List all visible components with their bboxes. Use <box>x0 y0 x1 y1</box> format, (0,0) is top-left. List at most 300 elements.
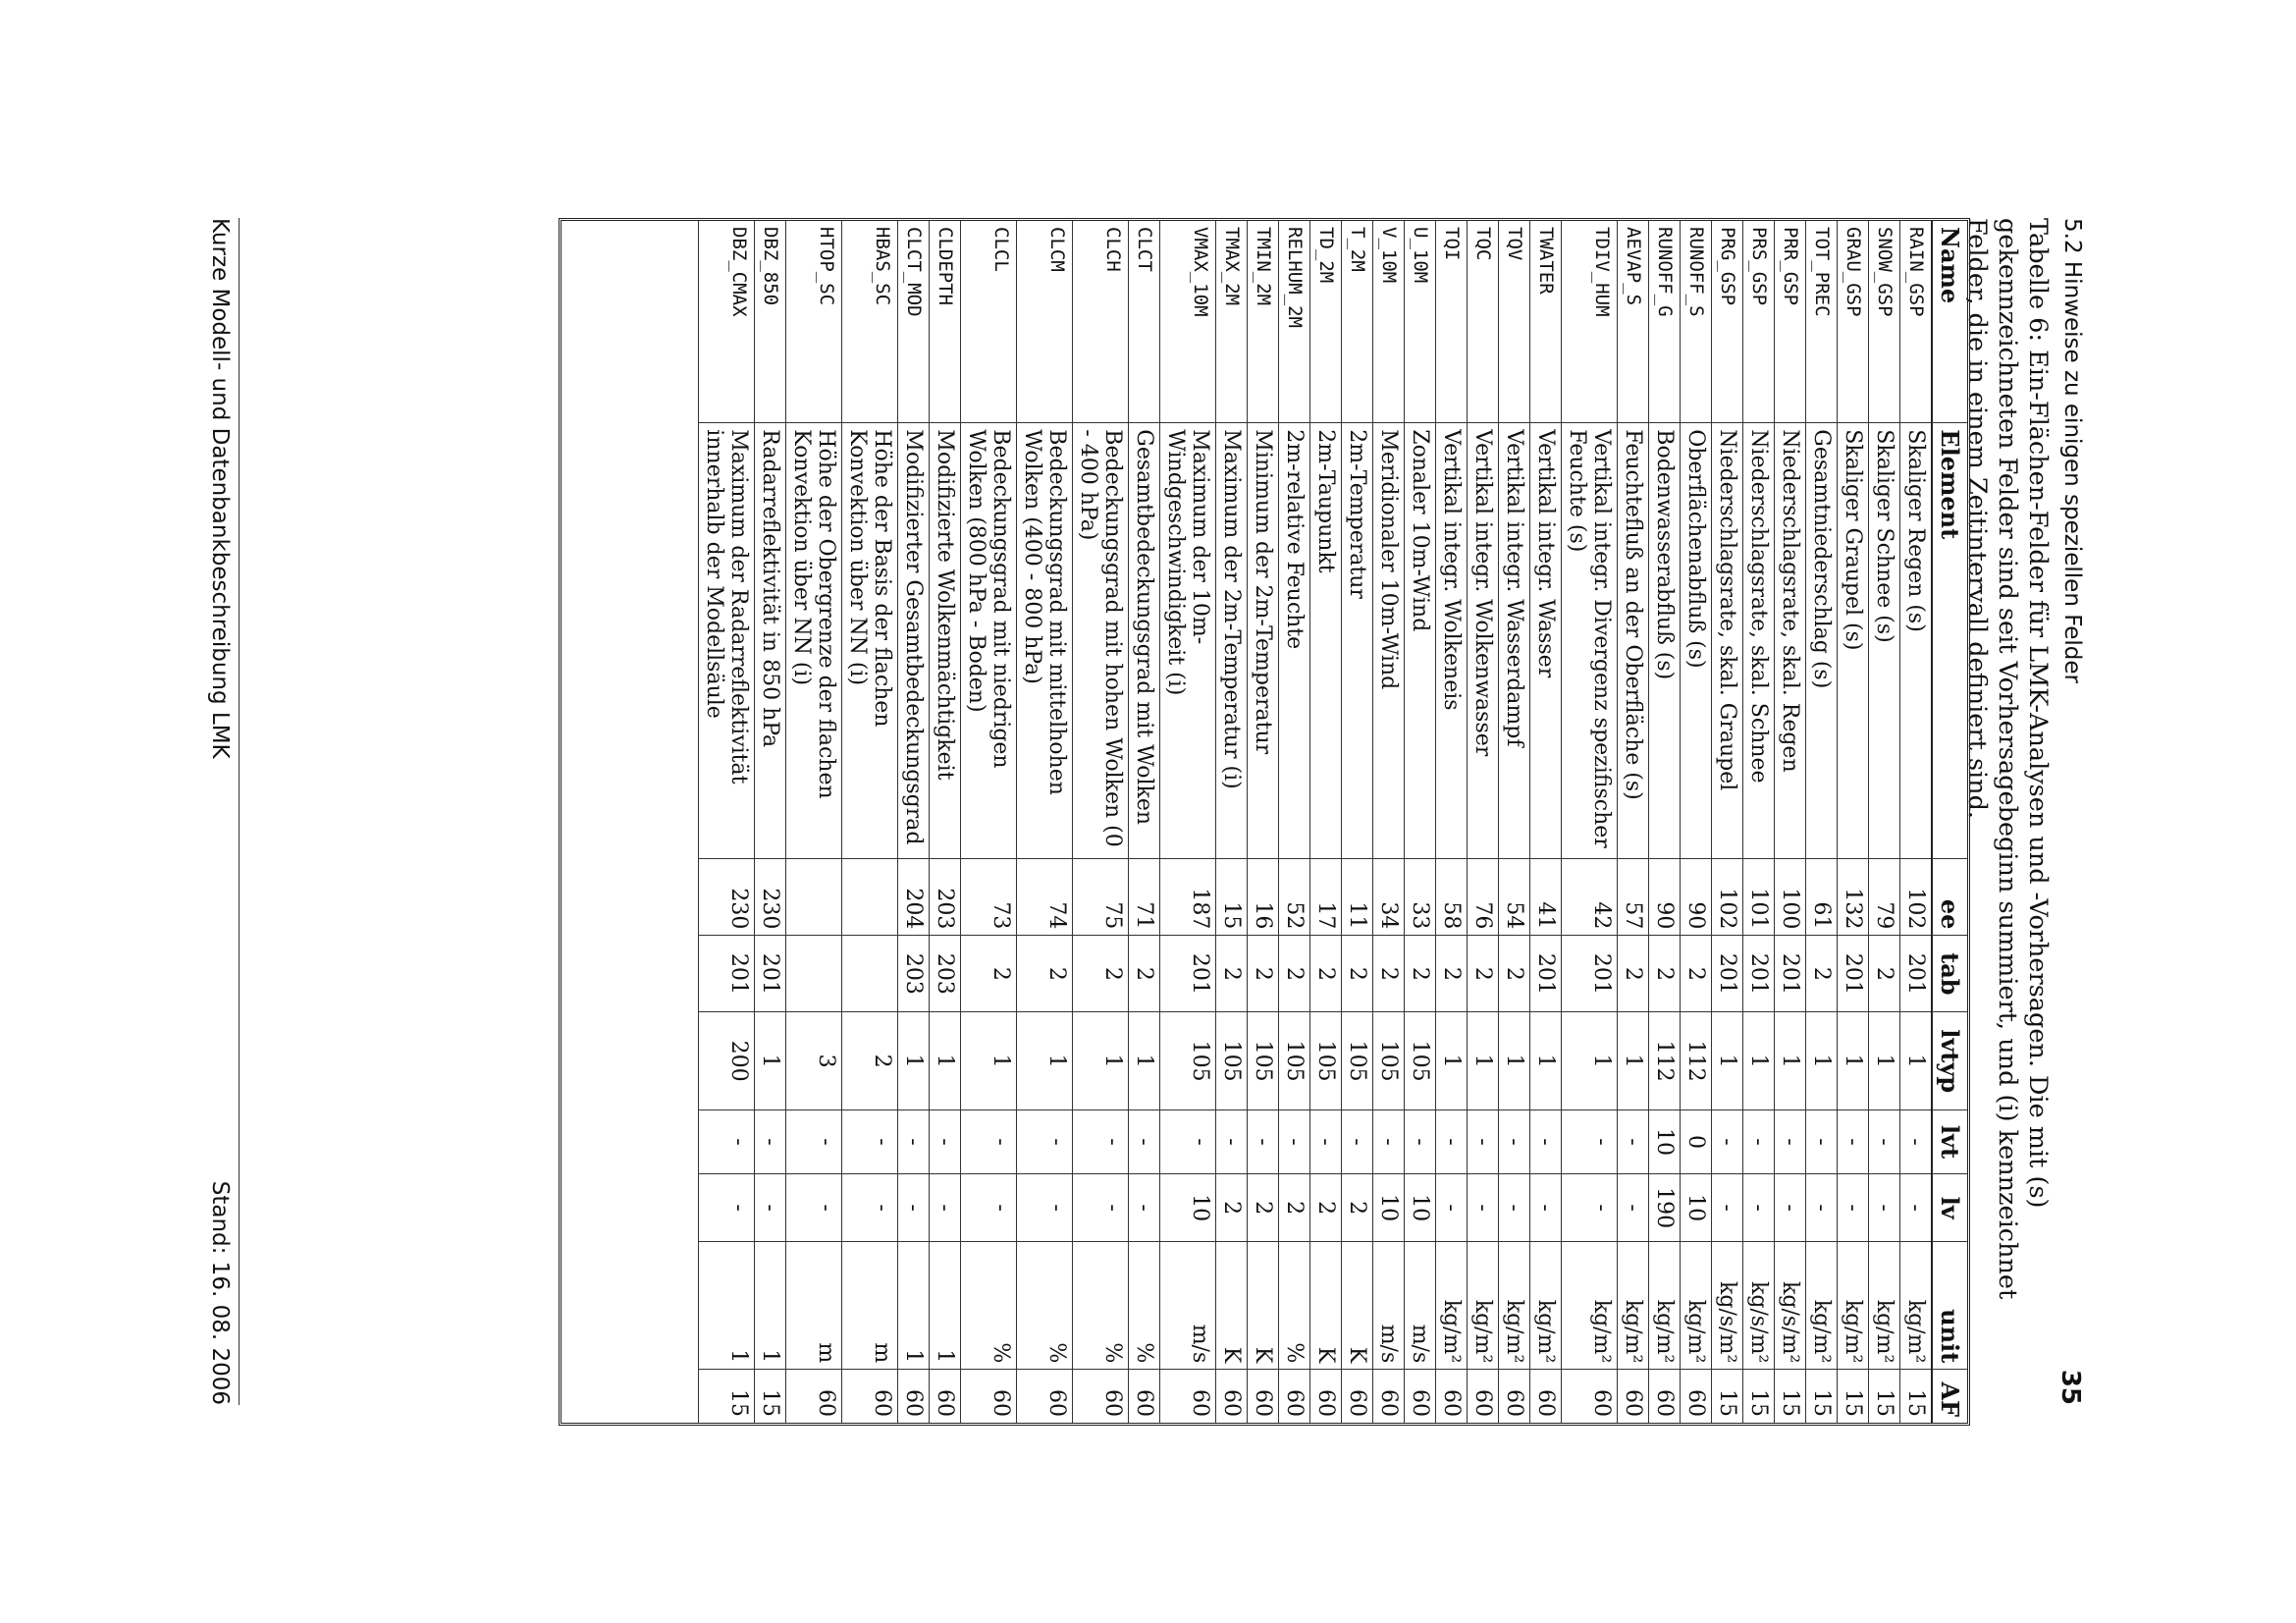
table-cell: - <box>1562 1110 1618 1174</box>
table-cell: 105 <box>1248 1012 1279 1110</box>
table-cell: Bodenwasserabfluß (s) <box>1649 423 1681 859</box>
table-cell: kg/m² <box>1562 1242 1618 1370</box>
table-row <box>786 221 842 1423</box>
table-cell: 187 <box>1160 859 1216 936</box>
table-cell: 2 <box>1373 936 1405 1012</box>
table-cell: 60 <box>1342 1370 1373 1423</box>
table-cell: kg/m² <box>1436 1242 1468 1370</box>
table-cell: 2 <box>1618 936 1649 1012</box>
table-cell: 76 <box>1468 859 1499 936</box>
table-cell: 230 <box>755 859 786 936</box>
column-header: unit <box>1932 1242 1967 1370</box>
table-cell: TD_2M <box>1310 221 1342 423</box>
table-cell: Gesamtniederschlag (s) <box>1806 423 1838 859</box>
table-cell: kg/m² <box>1530 1242 1562 1370</box>
table-cell: - <box>1468 1110 1499 1174</box>
table-cell: - <box>930 1173 961 1241</box>
table-cell: RELHUM_2M <box>1279 221 1310 423</box>
table-cell: - <box>1216 1110 1248 1174</box>
table-cell: 10 <box>1160 1173 1216 1241</box>
table-cell: Skaliger Regen (s) <box>1900 423 1933 859</box>
table-cell: 1 <box>1869 1012 1900 1110</box>
table-cell: CLCL <box>961 221 1017 423</box>
table-cell: - <box>1468 1173 1499 1241</box>
table-cell <box>786 859 842 936</box>
table-cell: 15 <box>755 1370 786 1423</box>
table-cell: Modifizierte Wolkenmächtigkeit <box>930 423 961 859</box>
table-cell: - <box>898 1173 930 1241</box>
table-cell: VMAX_10M <box>1160 221 1216 423</box>
table-cell: - <box>786 1110 842 1174</box>
table-cell: 132 <box>1838 859 1869 936</box>
table-row <box>699 221 755 1423</box>
table-cell: 11 <box>1342 859 1373 936</box>
table-cell: 60 <box>1073 1370 1129 1423</box>
table-cell: TOT_PREC <box>1806 221 1838 423</box>
table-cell: kg/m² <box>1900 1242 1933 1370</box>
table-cell: Höhe der Basis der flachen Konvektion über NN (i) <box>842 423 898 859</box>
table-cell: - <box>1530 1173 1562 1241</box>
table-cell: 17 <box>1310 859 1342 936</box>
table-cell: - <box>930 1110 961 1174</box>
table-cell: K <box>1248 1242 1279 1370</box>
table-cell: m <box>842 1242 898 1370</box>
table-cell: m/s <box>1405 1242 1436 1370</box>
table-row <box>1530 221 1562 1423</box>
table-cell: % <box>1129 1242 1160 1370</box>
table-cell: 33 <box>1405 859 1436 936</box>
table-cell: 1 <box>961 1012 1017 1110</box>
table-cell: 15 <box>1216 859 1248 936</box>
table-cell: - <box>755 1173 786 1241</box>
table-cell: 60 <box>1681 1370 1712 1423</box>
table-cell: 15 <box>699 1370 755 1423</box>
table-cell: 200 <box>699 1012 755 1110</box>
table-row <box>930 221 961 1423</box>
table-cell: HBAS_SC <box>842 221 898 423</box>
table-cell: 71 <box>1129 859 1160 936</box>
table-cell: 61 <box>1806 859 1838 936</box>
table-cell: 102 <box>1900 859 1933 936</box>
table-cell: - <box>1869 1173 1900 1241</box>
table-cell: 1 <box>1017 1012 1073 1110</box>
table-cell: - <box>1530 1110 1562 1174</box>
table-cell: 60 <box>1405 1370 1436 1423</box>
table-row <box>755 221 786 1423</box>
table-cell: TMIN_2M <box>1248 221 1279 423</box>
table-cell: 105 <box>1160 1012 1216 1110</box>
table-cell: 1 <box>1073 1012 1129 1110</box>
table-cell: - <box>1869 1110 1900 1174</box>
table-cell: Vertikal integr. Wolkenwasser <box>1468 423 1499 859</box>
table-cell: 60 <box>961 1370 1017 1423</box>
table-cell: kg/m² <box>1838 1242 1869 1370</box>
table-row <box>1436 221 1468 1423</box>
table-cell: 75 <box>1073 859 1129 936</box>
table-cell: - <box>1562 1173 1618 1241</box>
table-row <box>1017 221 1073 1423</box>
table-cell: 1 <box>1436 1012 1468 1110</box>
table-cell: - <box>842 1173 898 1241</box>
column-header: AF <box>1932 1370 1967 1423</box>
table-cell: - <box>1838 1173 1869 1241</box>
table-cell: 1 <box>930 1242 961 1370</box>
table-cell: 60 <box>1310 1370 1342 1423</box>
table-cell: 204 <box>898 859 930 936</box>
table-cell: 2 <box>1248 1173 1279 1241</box>
table-cell: Gesamtbedeckungsgrad mit Wolken <box>1129 423 1160 859</box>
table-cell: PRG_GSP <box>1712 221 1743 423</box>
table-cell: 60 <box>1160 1370 1216 1423</box>
table-cell: 1 <box>930 1012 961 1110</box>
table-cell: AEVAP_S <box>1618 221 1649 423</box>
table-cell: 2 <box>1216 936 1248 1012</box>
table-row <box>1405 221 1436 1423</box>
table-cell: - <box>961 1110 1017 1174</box>
table-cell: m/s <box>1373 1242 1405 1370</box>
column-header: tab <box>1932 936 1967 1012</box>
table-cell: 203 <box>930 859 961 936</box>
table-cell: - <box>1712 1173 1743 1241</box>
table-row <box>1248 221 1279 1423</box>
table-cell: 1 <box>1530 1012 1562 1110</box>
table-cell: Vertikal integr. Divergenz spezifischer Feuchte (s) <box>1562 423 1618 859</box>
footer-left: Kurze Modell- und Datenbankbeschreibung LMK <box>207 218 233 759</box>
table-cell: 60 <box>1216 1370 1248 1423</box>
table-cell: 52 <box>1279 859 1310 936</box>
table-cell: Vertikal integr. Wasser <box>1530 423 1562 859</box>
table-cell <box>786 936 842 1012</box>
table-cell: 201 <box>1900 936 1933 1012</box>
table-cell: - <box>1017 1173 1073 1241</box>
table-cell: - <box>1900 1110 1933 1174</box>
table-cell: % <box>1279 1242 1310 1370</box>
table-cell: 2m-Temperatur <box>1342 423 1373 859</box>
table-cell: - <box>1436 1173 1468 1241</box>
table-cell: 10 <box>1373 1173 1405 1241</box>
table-cell: 60 <box>1279 1370 1310 1423</box>
table-cell: - <box>1775 1173 1806 1241</box>
table-cell <box>842 859 898 936</box>
table-body <box>699 221 1933 1423</box>
table-cell: 10 <box>1649 1110 1681 1174</box>
table-cell: 34 <box>1373 859 1405 936</box>
table-cell: - <box>1775 1110 1806 1174</box>
table-cell: Vertikal integr. Wasserdampf <box>1499 423 1530 859</box>
table-row <box>1681 221 1712 1423</box>
table-cell: 57 <box>1618 859 1649 936</box>
table-cell: 102 <box>1712 859 1743 936</box>
table-cell: V_10M <box>1373 221 1405 423</box>
table-cell: T_2M <box>1342 221 1373 423</box>
table-cell: 10 <box>1405 1173 1436 1241</box>
table-cell: - <box>1160 1110 1216 1174</box>
table-cell: HTOP_SC <box>786 221 842 423</box>
table-row <box>842 221 898 1423</box>
table-cell: 60 <box>1129 1370 1160 1423</box>
table-cell: TWATER <box>1530 221 1562 423</box>
table-cell: 41 <box>1530 859 1562 936</box>
table-cell: kg/s/m² <box>1775 1242 1806 1370</box>
table-cell: - <box>1279 1110 1310 1174</box>
table-cell: 60 <box>1017 1370 1073 1423</box>
table-header-row <box>1932 221 1967 1423</box>
table-cell: - <box>1373 1110 1405 1174</box>
table-cell: 15 <box>1775 1370 1806 1423</box>
table-cell: 1 <box>1712 1012 1743 1110</box>
table-cell: 230 <box>699 859 755 936</box>
table-cell: - <box>842 1110 898 1174</box>
table-cell: U_10M <box>1405 221 1436 423</box>
table-cell: 2 <box>1310 936 1342 1012</box>
table-cell: 1 <box>898 1242 930 1370</box>
table-cell <box>842 936 898 1012</box>
table-cell: - <box>1073 1110 1129 1174</box>
table-cell: 1 <box>1618 1012 1649 1110</box>
table-row <box>1869 221 1900 1423</box>
table-cell: 1 <box>699 1242 755 1370</box>
table-cell: 101 <box>1743 859 1775 936</box>
table-cell: RUNOFF_S <box>1681 221 1712 423</box>
table-cell: - <box>699 1173 755 1241</box>
table-cell: 1 <box>1775 1012 1806 1110</box>
table-cell: 2 <box>1806 936 1838 1012</box>
table-cell: Oberflächenabfluß (s) <box>1681 423 1712 859</box>
table-cell: K <box>1310 1242 1342 1370</box>
table-frame <box>559 218 1970 1426</box>
table-cell: 79 <box>1869 859 1900 936</box>
table-cell: Radarreflektivität in 850 hPa <box>755 423 786 859</box>
table-cell: 1 <box>1838 1012 1869 1110</box>
table-cell: Maximum der 10m-Windgeschwindigkeit (i) <box>1160 423 1216 859</box>
table-cell: RAIN_GSP <box>1900 221 1933 423</box>
table-row <box>1129 221 1160 1423</box>
table-cell: Modifizierter Gesamtbedeckungsgrad <box>898 423 930 859</box>
table-cell: 201 <box>1530 936 1562 1012</box>
table-row <box>1310 221 1342 1423</box>
table-cell: - <box>1405 1110 1436 1174</box>
table-cell: 15 <box>1869 1370 1900 1423</box>
table-cell: 1 <box>1806 1012 1838 1110</box>
table-cell: - <box>786 1173 842 1241</box>
table-cell: Zonaler 10m-Wind <box>1405 423 1436 859</box>
table-cell: 2 <box>842 1012 898 1110</box>
table-cell: - <box>1310 1110 1342 1174</box>
table-cell: 2 <box>1342 936 1373 1012</box>
table-caption: Tabelle 6: Ein-Flächen-Felder für LMK-Analysen und -Vorhersagen. Die mit (s) gekennzeichneten Felder sind seit Vorhersagebeginn summiert, und (i) kennzeichnet Felder, die in einem Zeitintervall definiert sind. <box>1962 218 2053 1300</box>
table-cell: - <box>1743 1110 1775 1174</box>
table-cell: 15 <box>1806 1370 1838 1423</box>
table-cell: 190 <box>1649 1173 1681 1241</box>
table-cell: 2 <box>1468 936 1499 1012</box>
table-cell: Bedeckungsgrad mit mittelhohen Wolken (400 - 800 hPa) <box>1017 423 1073 859</box>
table-cell: PRS_GSP <box>1743 221 1775 423</box>
table-cell: 60 <box>1618 1370 1649 1423</box>
table-cell: 1 <box>1562 1012 1618 1110</box>
table-cell: 60 <box>1436 1370 1468 1423</box>
table-cell: 100 <box>1775 859 1806 936</box>
table-cell: kg/m² <box>1806 1242 1838 1370</box>
table-cell: 201 <box>1743 936 1775 1012</box>
table-cell: Niederschlagsrate, skal. Graupel <box>1712 423 1743 859</box>
table-cell: kg/m² <box>1468 1242 1499 1370</box>
table-row <box>1216 221 1248 1423</box>
table-cell: - <box>1618 1110 1649 1174</box>
table-cell: 0 <box>1681 1110 1712 1174</box>
table-cell: Höhe der Obergrenze der flachen Konvektion über NN (i) <box>786 423 842 859</box>
table-cell: kg/m² <box>1649 1242 1681 1370</box>
table-cell: CLCM <box>1017 221 1073 423</box>
table-cell: Niederschlagsrate, skal. Regen <box>1775 423 1806 859</box>
table-cell: 90 <box>1649 859 1681 936</box>
table-cell: Feuchtefluß an der Oberfläche (s) <box>1618 423 1649 859</box>
table-cell: m/s <box>1160 1242 1216 1370</box>
table-cell: % <box>1073 1242 1129 1370</box>
table-cell: - <box>961 1173 1017 1241</box>
table-cell: 2 <box>1073 936 1129 1012</box>
table-cell: 1 <box>1499 1012 1530 1110</box>
table-cell: 16 <box>1248 859 1279 936</box>
column-header: Name <box>1932 221 1967 423</box>
table-cell: Bedeckungsgrad mit niedrigen Wolken (800 hPa - Boden) <box>961 423 1017 859</box>
table-row <box>1743 221 1775 1423</box>
table-cell: 2 <box>1342 1173 1373 1241</box>
table-cell: 2 <box>1248 936 1279 1012</box>
table-cell: 2 <box>1279 1173 1310 1241</box>
table-cell: 201 <box>1775 936 1806 1012</box>
table-cell: 1 <box>755 1012 786 1110</box>
table-cell: 2m-Taupunkt <box>1310 423 1342 859</box>
table-cell: DBZ_CMAX <box>699 221 755 423</box>
table-cell: 105 <box>1216 1012 1248 1110</box>
table-cell: 105 <box>1373 1012 1405 1110</box>
table-cell: CLCT <box>1129 221 1160 423</box>
table-cell: K <box>1216 1242 1248 1370</box>
table-cell: Vertikal integr. Wolkeneis <box>1436 423 1468 859</box>
table-cell: CLCH <box>1073 221 1129 423</box>
table-cell: kg/m² <box>1681 1242 1712 1370</box>
table-cell: 2 <box>1499 936 1530 1012</box>
table-cell: 10 <box>1681 1173 1712 1241</box>
table-cell: - <box>1248 1110 1279 1174</box>
table-row <box>1900 221 1933 1423</box>
table-cell: kg/s/m² <box>1743 1242 1775 1370</box>
table-cell: Maximum der 2m-Temperatur (i) <box>1216 423 1248 859</box>
table-cell: kg/m² <box>1618 1242 1649 1370</box>
table-cell: 105 <box>1279 1012 1310 1110</box>
section-title: 5.2 Hinweise zu einigen speziellen Felder <box>2059 218 2085 683</box>
table-cell: 1 <box>755 1242 786 1370</box>
table-row <box>1775 221 1806 1423</box>
table-cell: 112 <box>1681 1012 1712 1110</box>
table-row <box>1499 221 1530 1423</box>
table-cell: 2 <box>1869 936 1900 1012</box>
column-header: lvtyp <box>1932 1012 1967 1110</box>
table-cell: - <box>1806 1173 1838 1241</box>
table-cell: CLDEPTH <box>930 221 961 423</box>
table-cell: 2 <box>1129 936 1160 1012</box>
column-header: ee <box>1932 859 1967 936</box>
table-cell: 2 <box>961 936 1017 1012</box>
table-cell: 203 <box>930 936 961 1012</box>
table-cell: kg/s/m² <box>1712 1242 1743 1370</box>
table-cell: - <box>898 1110 930 1174</box>
table-row <box>1073 221 1129 1423</box>
table-cell: - <box>1806 1110 1838 1174</box>
table-cell: 201 <box>755 936 786 1012</box>
table-row <box>1649 221 1681 1423</box>
table-cell: TQV <box>1499 221 1530 423</box>
column-header: lv <box>1932 1173 1967 1241</box>
table-cell: 15 <box>1838 1370 1869 1423</box>
table-cell: GRAU_GSP <box>1838 221 1869 423</box>
table-row <box>1160 221 1216 1423</box>
footer-right: Stand: 16. 08. 2006 <box>207 1180 233 1405</box>
table-cell: 73 <box>961 859 1017 936</box>
table-cell: 2 <box>1216 1173 1248 1241</box>
table-cell: 60 <box>1649 1370 1681 1423</box>
table-cell: 42 <box>1562 859 1618 936</box>
table-cell: 74 <box>1017 859 1073 936</box>
table-cell: 105 <box>1310 1012 1342 1110</box>
table-cell: 2 <box>1279 936 1310 1012</box>
table-cell: 105 <box>1342 1012 1373 1110</box>
table-cell: DBZ_850 <box>755 221 786 423</box>
table-row <box>1712 221 1743 1423</box>
column-header: Element <box>1932 423 1967 859</box>
table-cell: 60 <box>1530 1370 1562 1423</box>
table-cell: 2 <box>1649 936 1681 1012</box>
table-cell: PRR_GSP <box>1775 221 1806 423</box>
table-row <box>898 221 930 1423</box>
table-row <box>1806 221 1838 1423</box>
table-cell: 2 <box>1310 1173 1342 1241</box>
table-cell: - <box>1712 1110 1743 1174</box>
page-number: 35 <box>2056 1369 2085 1405</box>
column-header: lvt <box>1932 1110 1967 1174</box>
table-row <box>1468 221 1499 1423</box>
table-cell: 1 <box>1900 1012 1933 1110</box>
table-cell: - <box>1073 1173 1129 1241</box>
table-cell: TDIV_HUM <box>1562 221 1618 423</box>
table-cell: 201 <box>699 936 755 1012</box>
table-cell: % <box>961 1242 1017 1370</box>
table-cell: 112 <box>1649 1012 1681 1110</box>
table-cell: 15 <box>1900 1370 1933 1423</box>
table-cell: - <box>699 1110 755 1174</box>
table-row <box>1373 221 1405 1423</box>
table-cell: SNOW_GSP <box>1869 221 1900 423</box>
page-footer <box>195 218 240 1405</box>
table-cell: m <box>786 1242 842 1370</box>
table-cell: - <box>1342 1110 1373 1174</box>
table-cell: - <box>1618 1173 1649 1241</box>
table-cell: 2 <box>1436 936 1468 1012</box>
table-cell: 203 <box>898 936 930 1012</box>
table-cell: - <box>1743 1173 1775 1241</box>
table-cell: 60 <box>1373 1370 1405 1423</box>
table-cell: 60 <box>1562 1370 1618 1423</box>
table-cell: - <box>755 1110 786 1174</box>
table-cell: 58 <box>1436 859 1468 936</box>
table-cell: Maximum der Radarreflektivität innerhalb der Modellsäule <box>699 423 755 859</box>
table-cell: 201 <box>1712 936 1743 1012</box>
table-cell: Bedeckungsgrad mit hohen Wolken (0 - 400 hPa) <box>1073 423 1129 859</box>
table-cell: 60 <box>1499 1370 1530 1423</box>
table-cell: - <box>1838 1110 1869 1174</box>
table-cell: TQC <box>1468 221 1499 423</box>
table-cell: 201 <box>1838 936 1869 1012</box>
